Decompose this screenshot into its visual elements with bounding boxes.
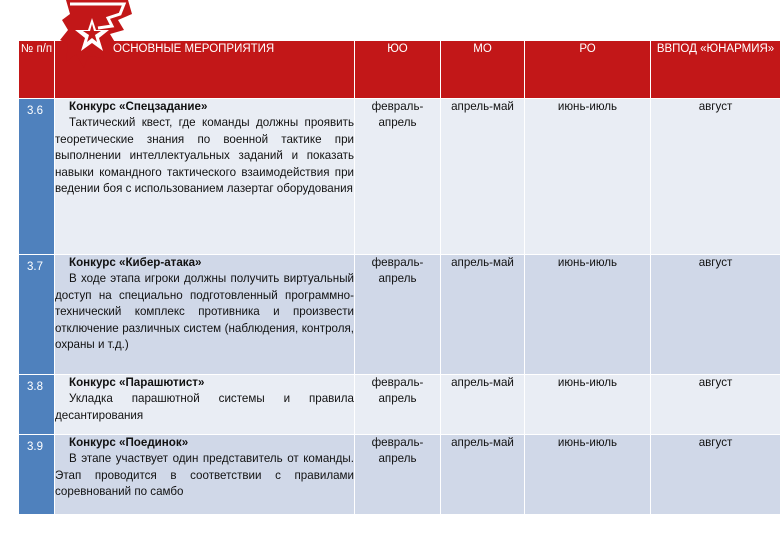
header-num: № п/п [19, 41, 55, 99]
row-mo: апрель-май [441, 435, 525, 515]
header-events: ОСНОВНЫЕ МЕРОПРИЯТИЯ [55, 41, 355, 99]
table-row [19, 375, 780, 435]
brand-label: ЮНАРМИЯ [658, 8, 736, 23]
events-table [18, 40, 780, 515]
eagle-star-icon [58, 0, 136, 70]
row-ro: июнь-июль [525, 99, 651, 255]
row-description [55, 375, 355, 435]
row-text: Укладка парашютной системы и правила десантирования [55, 392, 354, 422]
header-intro: ВВПОД «ЮНАРМИЯ» [651, 41, 780, 99]
row-text: В этапе участвует один представитель от команды. Этап проводится в соответствии с правилами соревнований по самбо [55, 452, 354, 499]
row-num: 3.7 [19, 255, 55, 375]
row-num: 3.9 [19, 435, 55, 515]
row-mo: апрель-май [441, 255, 525, 375]
row-title: Конкурс «Кибер-атака» [69, 256, 202, 269]
header-ro: РО [525, 41, 651, 99]
table-row [19, 255, 780, 375]
row-text: Тактический квест, где команды должны проявить теоретические знания по военной тактике при выполнении интеллектуальных заданий и показать навыки командного тактического взаимодействия при ведении боя с использованием лазертаг оборудования [55, 116, 354, 196]
header-mo: МО [441, 41, 525, 99]
row-mo: апрель-май [441, 99, 525, 255]
row-mo: апрель-май [441, 375, 525, 435]
row-intro: август [651, 255, 780, 375]
row-num: 3.6 [19, 99, 55, 255]
row-intro: август [651, 435, 780, 515]
row-description [55, 99, 355, 255]
yunarmiya-logo [58, 0, 136, 70]
row-ro: июнь-июль [525, 255, 651, 375]
row-intro: август [651, 99, 780, 255]
row-uo: февраль-апрель [355, 435, 441, 515]
row-num: 3.8 [19, 375, 55, 435]
row-title: Конкурс «Спецзадание» [69, 100, 208, 113]
row-description [55, 255, 355, 375]
table-row [19, 99, 780, 255]
row-description [55, 435, 355, 515]
header-uo: ЮО [355, 41, 441, 99]
row-title: Конкурс «Парашютист» [69, 376, 205, 389]
row-intro: август [651, 375, 780, 435]
row-text: В ходе этапа игроки должны получить виртуальный доступ на специально подготовленный программно-технический комплекс противника и произвести отключение различных систем (наблюдения, контроля, охраны и т.д.) [55, 272, 354, 352]
row-uo: февраль-апрель [355, 255, 441, 375]
row-title: Конкурс «Поединок» [69, 436, 189, 449]
table-row [19, 435, 780, 515]
row-uo: февраль-апрель [355, 375, 441, 435]
row-uo: февраль-апрель [355, 99, 441, 255]
row-ro: июнь-июль [525, 375, 651, 435]
row-ro: июнь-июль [525, 435, 651, 515]
